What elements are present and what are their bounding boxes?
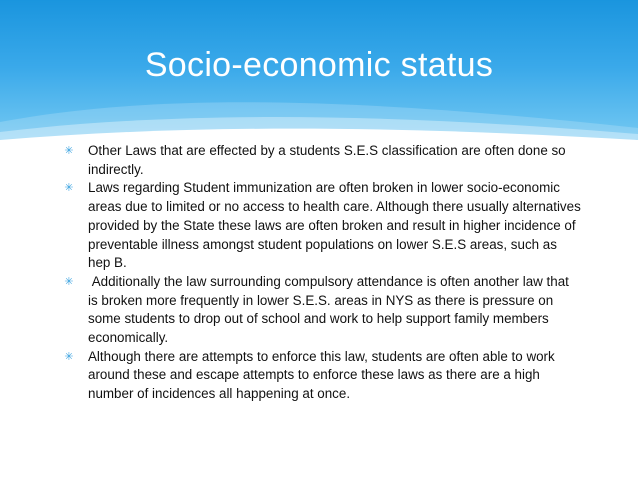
asterisk-icon: ✳ <box>64 182 74 195</box>
bullet-item <box>62 348 582 404</box>
bullet-item <box>62 273 582 348</box>
bullet-list <box>62 142 582 404</box>
slide-title: Socio-economic status <box>144 46 494 84</box>
bullet-text: Other Laws that are effected by a students S.E.S classification are often done so indirectly. <box>88 143 566 177</box>
bullet-item <box>62 179 582 273</box>
header-banner <box>0 0 638 150</box>
bullet-text: Although there are attempts to enforce this law, students are often able to work around these and escape attempts to enforce these laws as there are a high number of incidences all happening at once. <box>88 348 555 402</box>
asterisk-icon: ✳ <box>64 275 74 288</box>
asterisk-icon: ✳ <box>64 145 74 157</box>
bullet-item <box>62 142 582 179</box>
bullet-text: Laws regarding Student immunization are often broken in lower socio-economic areas due to limited or no access to health care. Although there usually alternatives provided by the State these laws are often broken and result in higher incidence of preventable illness amongst student populations on lower S.E.S areas, such as hep B. <box>88 180 581 271</box>
asterisk-icon: ✳ <box>64 350 74 363</box>
bullet-text: Additionally the law surrounding compulsory attendance is often another law that is broken more frequently in lower S.E.S. areas in NYS as there is pressure on some students to drop out of school and work to help support family members economically. <box>88 273 573 346</box>
